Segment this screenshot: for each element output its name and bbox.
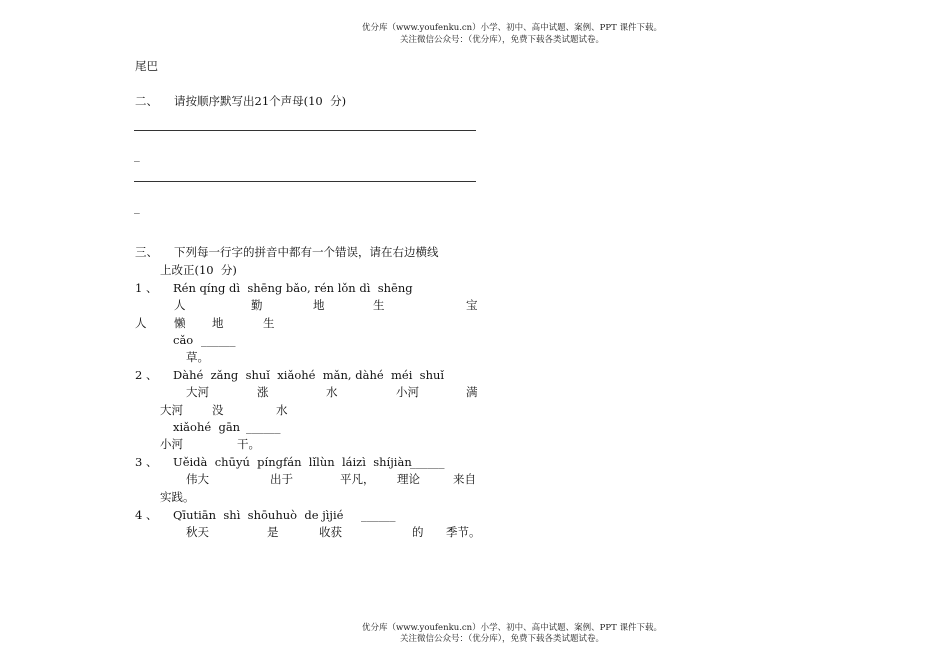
q4-char: 秋天 xyxy=(186,525,209,539)
q3-char: 伟大 xyxy=(186,472,209,486)
answer-line-1 xyxy=(134,130,476,131)
previous-answer-tail: 尾巴 xyxy=(135,59,158,73)
q3-char: 出于 xyxy=(270,472,293,486)
footer-line-2: 关注微信公众号：（优分库），免费下载各类试题试卷。 xyxy=(400,634,605,644)
q3-char: 平凡， xyxy=(340,472,375,486)
q4-number: 4 、 xyxy=(135,508,158,522)
section-2-title: 请按顺序默写出21个声母(10 分) xyxy=(174,94,347,108)
q4-char: 季节。 xyxy=(446,525,481,539)
q2-char: 水 xyxy=(326,385,338,399)
q2-char: 大河 xyxy=(160,403,183,417)
answer-line-2 xyxy=(134,181,476,182)
q1-char: 人 xyxy=(174,298,186,312)
q3-char: 来自 xyxy=(453,472,476,486)
section-3-number: 三、 xyxy=(135,245,158,259)
q1-char: 地 xyxy=(212,316,224,330)
q3-answer-blank: ______ xyxy=(410,455,445,469)
q1-answer-pinyin: cǎo xyxy=(173,333,194,347)
q4-char: 的 xyxy=(412,525,424,539)
section-3-title-cont: 上改正(10 分) xyxy=(160,263,237,277)
q3-char: 实践。 xyxy=(160,490,195,504)
q1-number: 1 、 xyxy=(135,281,158,295)
q2-char: 水 xyxy=(276,403,288,417)
q4-pinyin: Qīutiān shì shōuhuò de jìjié xyxy=(173,508,344,522)
q1-char: 人 xyxy=(135,316,147,330)
q2-char: 干。 xyxy=(237,437,260,451)
footer-line-1: 优分库（www.youfenku.cn）小学、初中、高中试题、案例、PPT 课件下载。 xyxy=(362,623,662,633)
q1-answer-blank: ______ xyxy=(201,333,236,347)
q2-pinyin: Dàhé zǎng shuǐ xiǎohé mǎn, dàhé méi shuǐ xyxy=(173,368,445,382)
q3-char: 理论 xyxy=(397,472,420,486)
answer-line-1-tail: _ xyxy=(134,148,140,162)
section-3-title: 下列每一行字的拼音中都有一个错误，请在右边横线 xyxy=(174,245,439,259)
q1-char: 懒 xyxy=(174,316,186,330)
q1-char: 生 xyxy=(263,316,275,330)
q2-answer-pinyin: xiǎohé gān xyxy=(173,420,241,434)
q4-answer-blank: ______ xyxy=(361,508,396,522)
q1-pinyin: Rén qíng dì shēng bǎo, rén lǒn dì shēng xyxy=(173,281,413,295)
q1-char: 勤 xyxy=(251,298,263,312)
q3-pinyin: Uěidà chūyú píngfán lǐlùn láizì shíjiàn xyxy=(173,455,412,469)
answer-line-2-tail: _ xyxy=(134,200,140,214)
header-line-2: 关注微信公众号：（优分库），免费下载各类试题试卷。 xyxy=(400,35,605,45)
q1-char: 生 xyxy=(373,298,385,312)
q2-char: 小河 xyxy=(396,385,419,399)
q2-char: 大河 xyxy=(186,385,209,399)
q2-char: 涨 xyxy=(257,385,269,399)
header-line-1: 优分库（www.youfenku.cn）小学、初中、高中试题、案例、PPT 课件下载。 xyxy=(362,23,662,33)
q4-char: 是 xyxy=(267,525,279,539)
section-2-number: 二、 xyxy=(135,94,158,108)
q4-char: 收获 xyxy=(319,525,342,539)
q1-char: 宝 xyxy=(466,298,478,312)
q2-char: 小河 xyxy=(160,437,183,451)
q2-answer-blank: ______ xyxy=(246,420,281,434)
q1-char: 地 xyxy=(313,298,325,312)
q2-char: 满 xyxy=(466,385,478,399)
q2-char: 没 xyxy=(212,403,224,417)
q3-number: 3 、 xyxy=(135,455,158,469)
q1-answer-char: 草。 xyxy=(186,350,209,364)
q2-number: 2 、 xyxy=(135,368,158,382)
